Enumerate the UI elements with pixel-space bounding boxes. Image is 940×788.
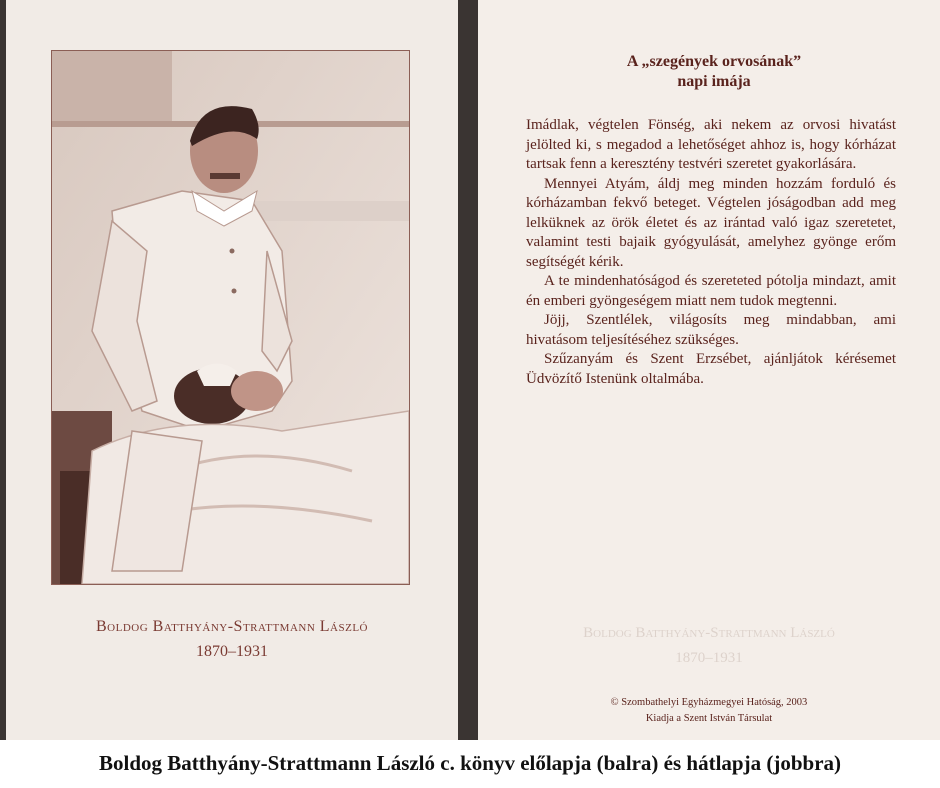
subject-years: 1870–1931 bbox=[196, 643, 268, 660]
front-cover bbox=[6, 0, 458, 740]
prayer-paragraph: Mennyei Atyám, áldj meg minden hozzám forduló és kórházamban fekvő beteget. Végtelen jóságodban add meg lelküknek az örök életet és az irántad való igaz szeretetet, valamint testi bajaik gyógyulását, amelyhez gyönge erőm segítségét kérik. bbox=[526, 175, 896, 270]
copyright-line: © Szombathelyi Egyházmegyei Hatóság, 2003 bbox=[610, 697, 808, 708]
prayer-text bbox=[526, 116, 896, 389]
prayer-paragraph: Jöjj, Szentlélek, világosíts meg mindabban, ami hivatásom teljesítéséhez szükséges. bbox=[526, 312, 896, 348]
sepia-photo-illustration bbox=[52, 51, 409, 584]
image-caption: Boldog Batthyány-Strattmann László c. könyv előlapja (balra) és hátlapja (jobbra) bbox=[0, 740, 940, 788]
back-cover bbox=[478, 0, 940, 740]
prayer-paragraph: A te mindenhatóságod és szereteted pótolja mindazt, amit én emberi gyöngeségem miatt nem tudok megtenni. bbox=[526, 273, 896, 309]
publisher-line: Kiadja a Szent István Társulat bbox=[645, 713, 773, 724]
doctor-patient-photo bbox=[51, 50, 410, 585]
prayer-title-line1: A „szegények orvosának” bbox=[626, 53, 802, 70]
subject-name: Boldog Batthyány-Strattmann László bbox=[96, 618, 368, 635]
prayer-title-line2: napi imája bbox=[677, 73, 751, 90]
show-through-name: Boldog Batthyány-Strattmann László bbox=[583, 625, 835, 641]
prayer-paragraph: Imádlak, végtelen Fönség, aki nekem az orvosi hivatást jelölted ki, s megadod a lehetőséget ahhoz is, hogy kórházat tartsak fenn a keresztény testvéri szeretet gyakorlására. bbox=[526, 117, 896, 172]
show-through-years: 1870–1931 bbox=[675, 650, 743, 666]
prayer-paragraph: Szűzanyám és Szent Erzsébet, ajánljátok kérésemet Üdvözítő Istenünk oltalmába. bbox=[526, 351, 896, 387]
prayer-title bbox=[518, 52, 910, 92]
